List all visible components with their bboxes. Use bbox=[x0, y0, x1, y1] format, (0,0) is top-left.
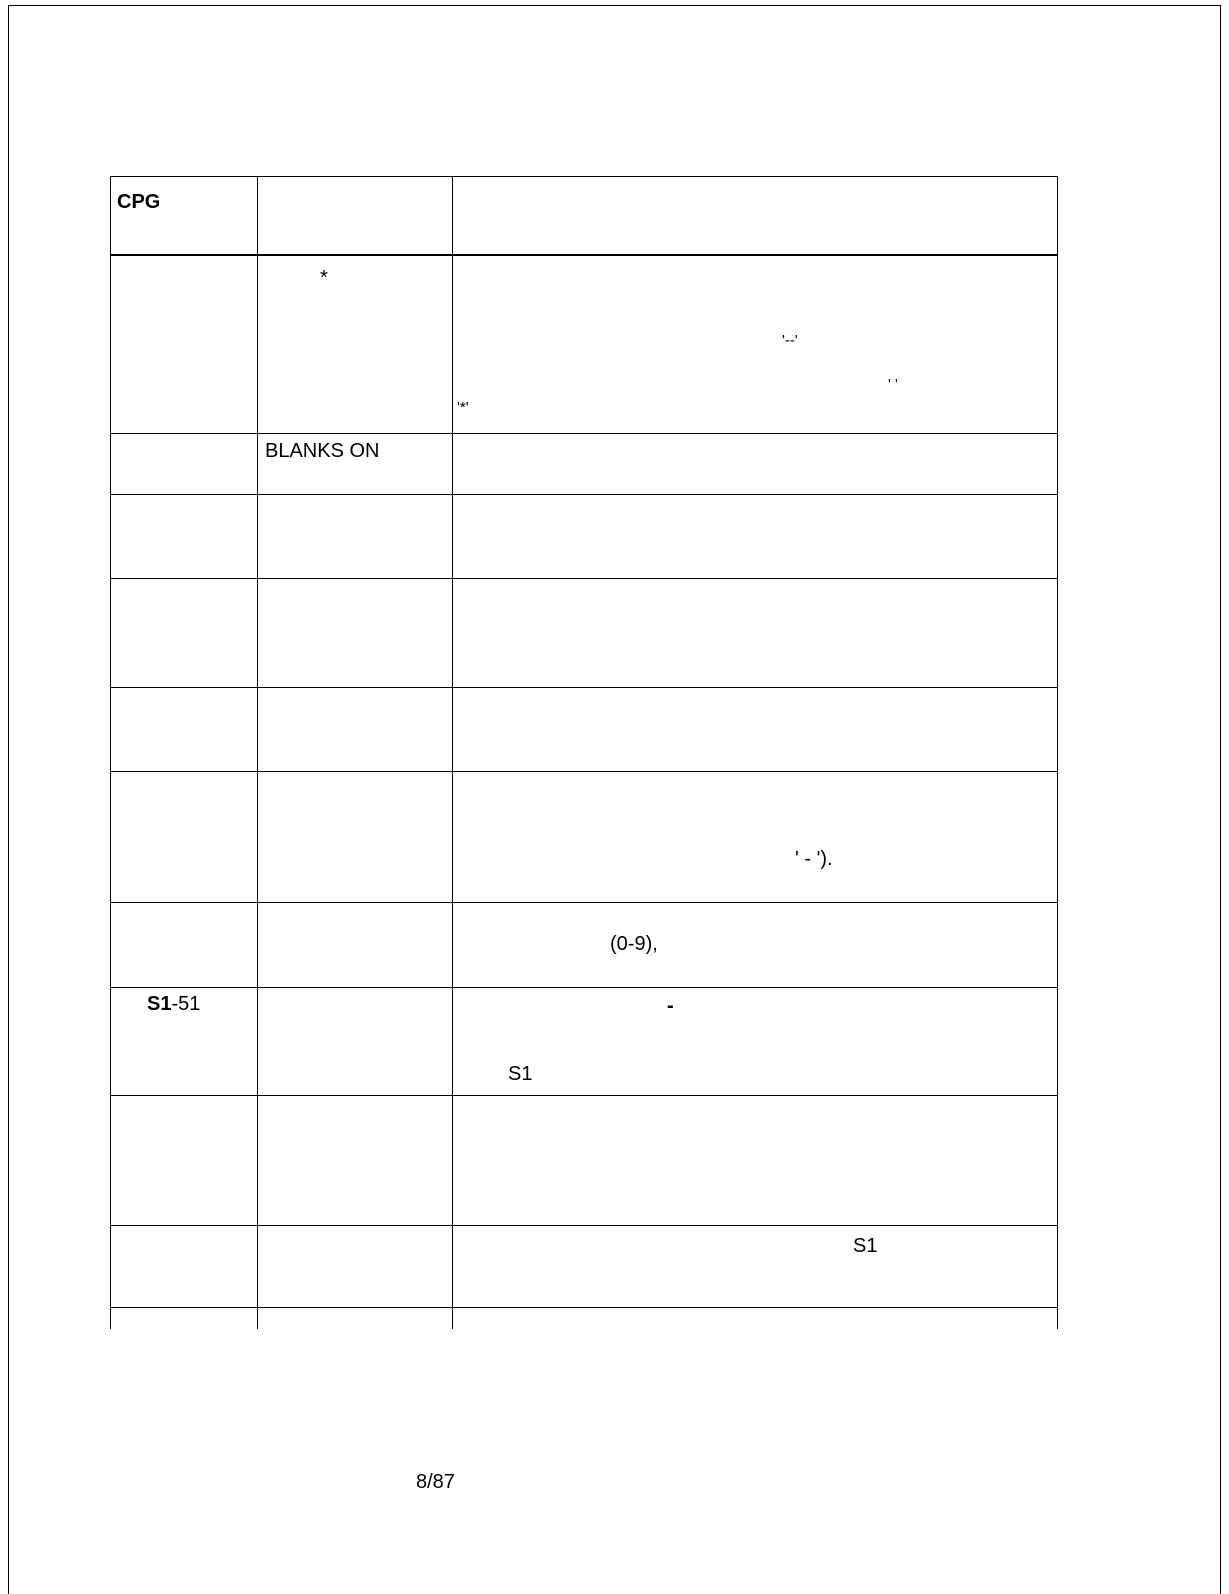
row8-label: S1-51 bbox=[147, 993, 201, 1015]
header-cpg-label: CPG bbox=[117, 191, 161, 213]
page-right-rule bbox=[1220, 5, 1221, 1594]
footer-date: 8/87 bbox=[416, 1471, 455, 1493]
page-left-rule bbox=[8, 5, 9, 1594]
table-border-bottom bbox=[110, 1307, 1058, 1308]
table-row-divider bbox=[110, 987, 1058, 988]
table-header-divider bbox=[110, 254, 1058, 256]
document-table bbox=[110, 176, 1075, 1329]
row10-s1: S1 bbox=[853, 1235, 878, 1257]
row8-s1: S1 bbox=[508, 1063, 533, 1085]
table-border-left bbox=[110, 176, 111, 1329]
table-row-divider bbox=[110, 578, 1058, 579]
table-row-divider bbox=[110, 771, 1058, 772]
table-border-top bbox=[110, 176, 1058, 177]
table-row-divider bbox=[110, 902, 1058, 903]
row1-dash-mark: '--' bbox=[782, 332, 798, 349]
table-row-divider bbox=[110, 687, 1058, 688]
table-border-right bbox=[1057, 176, 1058, 1329]
row7-digit-range: (0-9), bbox=[610, 933, 658, 955]
table-row-divider bbox=[110, 1095, 1058, 1096]
table-row-divider bbox=[110, 1225, 1058, 1226]
page-top-rule bbox=[8, 5, 1220, 6]
table-column-divider-1 bbox=[257, 176, 258, 1329]
table-row-divider bbox=[110, 494, 1058, 495]
row1-star-mark: '*' bbox=[457, 399, 469, 416]
row6-dash-mark: ' - '). bbox=[795, 848, 833, 870]
table-row-divider bbox=[110, 433, 1058, 434]
row8-dot-mark: - bbox=[667, 995, 674, 1017]
table-column-divider-2 bbox=[452, 176, 453, 1329]
row1-asterisk: * bbox=[320, 267, 328, 289]
row1-quote-mark: ' ' bbox=[888, 376, 898, 393]
row2-blanks-on: BLANKS ON bbox=[265, 440, 380, 462]
